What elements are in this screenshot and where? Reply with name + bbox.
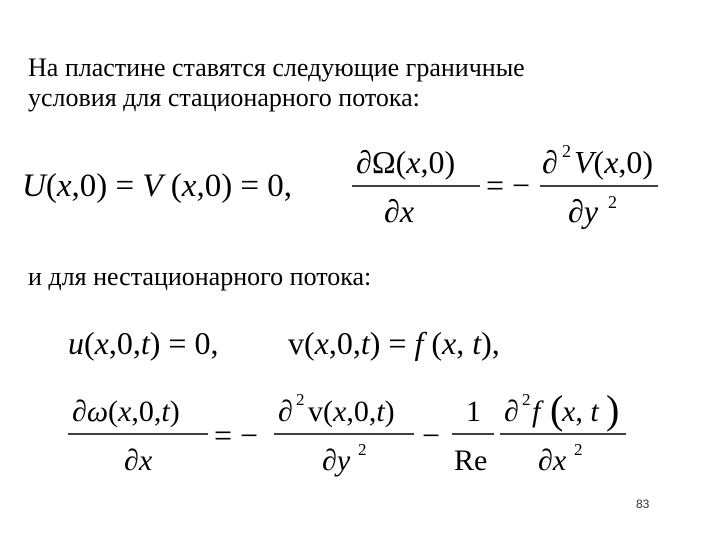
svg-text:v(x,0,t) = f (x, t),: v(x,0,t) = f (x, t), bbox=[288, 325, 500, 361]
svg-text:): ) bbox=[606, 388, 620, 432]
svg-text:Re: Re bbox=[454, 444, 488, 477]
page-number: 83 bbox=[636, 497, 650, 511]
svg-text:∂: ∂ bbox=[504, 395, 519, 428]
svg-text:∂Ω(x,0): ∂Ω(x,0) bbox=[356, 144, 456, 180]
svg-text:= −: = − bbox=[214, 417, 259, 453]
svg-text:= −: = − bbox=[486, 167, 531, 203]
svg-text:∂x: ∂x bbox=[538, 444, 567, 477]
svg-text:U(x,0) = V (x,0) = 0,: U(x,0) = V (x,0) = 0, bbox=[22, 168, 293, 204]
formula-unsteady-vorticity bbox=[66, 388, 646, 480]
svg-text:∂: ∂ bbox=[278, 395, 293, 428]
svg-text:∂x: ∂x bbox=[124, 444, 153, 477]
svg-text:∂y: ∂y bbox=[322, 444, 351, 477]
formula-unsteady-uv bbox=[66, 320, 546, 366]
svg-text:2: 2 bbox=[358, 440, 367, 459]
svg-text:2: 2 bbox=[608, 192, 617, 212]
svg-text:∂ω(x,0,t): ∂ω(x,0,t) bbox=[72, 395, 180, 428]
svg-text:2: 2 bbox=[296, 390, 305, 409]
svg-text:1: 1 bbox=[466, 395, 481, 428]
svg-text:∂y: ∂y bbox=[568, 193, 599, 229]
svg-text:−: − bbox=[422, 417, 441, 453]
text-line-2: условия для стационарного потока: bbox=[28, 83, 420, 112]
svg-text:V(x,0): V(x,0) bbox=[574, 144, 654, 180]
formula-stationary-vorticity bbox=[350, 140, 670, 235]
svg-text:v(x,0,t): v(x,0,t) bbox=[308, 395, 395, 428]
svg-text:2: 2 bbox=[562, 141, 571, 161]
text-line-3: и для нестационарного потока: bbox=[28, 262, 372, 291]
svg-text:u(x,0,t) = 0,: u(x,0,t) = 0, bbox=[68, 325, 219, 361]
svg-text:2: 2 bbox=[574, 440, 583, 459]
svg-text:f: f bbox=[532, 395, 541, 428]
svg-text:2: 2 bbox=[522, 390, 531, 409]
svg-text:∂x: ∂x bbox=[384, 193, 415, 229]
svg-text:x, t: x, t bbox=[562, 395, 599, 428]
svg-text:(: ( bbox=[550, 388, 564, 432]
svg-text:∂: ∂ bbox=[542, 144, 558, 180]
text-line-1: На пластине ставятся следующие граничные bbox=[28, 53, 525, 82]
formula-stationary-uv bbox=[20, 158, 320, 208]
